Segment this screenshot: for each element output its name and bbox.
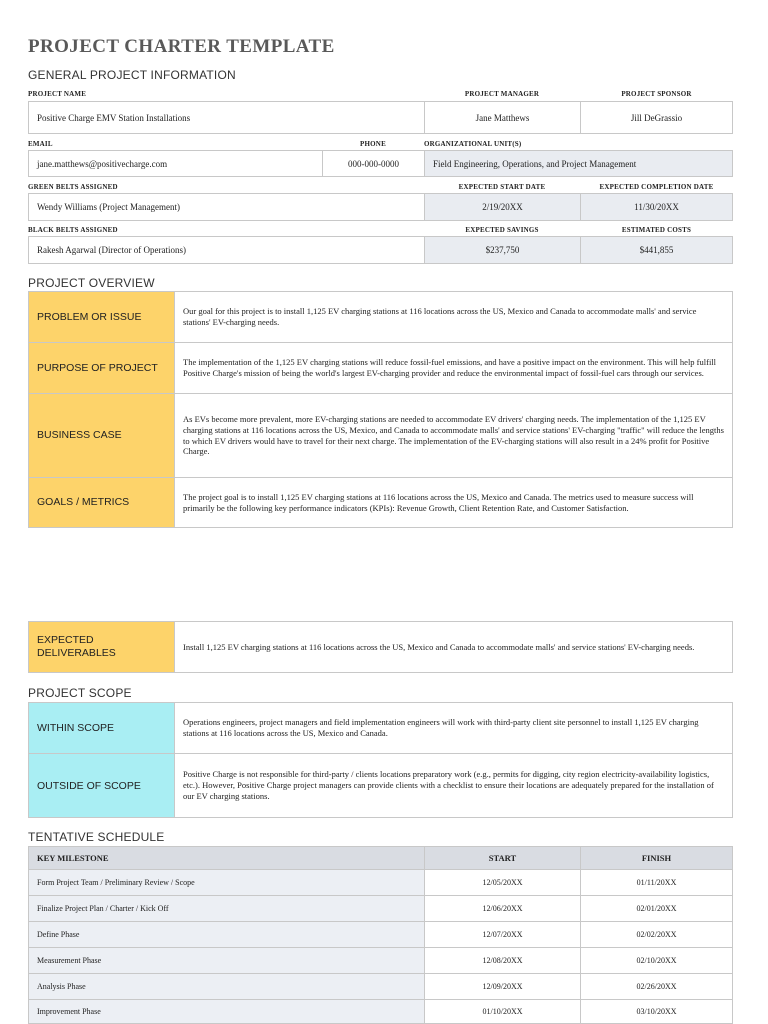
table-row-finish[interactable]: 03/10/20XX [580,999,733,1024]
table-row-finish[interactable]: 02/02/20XX [580,921,733,948]
project-name-label: PROJECT NAME [28,90,87,98]
goals-metrics-text: The project goal is to install 1,125 EV charging stations at 116 locations across the US, Mexico and Canada. The metrics used to measure success will primarily be the following key performance indicators (KPIs): Revenue Growth, Client Retention Rate, and Customer Satisfaction. [183,491,694,513]
org-unit-label: ORGANIZATIONAL UNIT(S) [424,140,522,148]
expected-savings-label: EXPECTED SAVINGS [465,226,539,234]
deliverables-text: Install 1,125 EV charging stations at 116 locations across the US, Mexico and Canada to accommodate malls' and service stations' EV-charging needs. [183,641,695,652]
green-belts-field[interactable] [28,193,425,221]
table-row-start[interactable]: 01/10/20XX [424,999,581,1024]
problem-text: Our goal for this project is to install 1,125 EV charging stations at 116 locations across the US, Mexico and Canada to accommodate malls' and service stations' EV-charging needs. [183,306,697,327]
phone-label: PHONE [360,140,386,148]
project-sponsor-field[interactable] [580,101,733,134]
within-scope-field[interactable] [174,702,733,754]
project-sponsor-label: PROJECT SPONSOR [621,90,692,98]
goals-metrics-field[interactable] [174,477,733,528]
table-row-milestone[interactable]: Improvement Phase [28,999,425,1024]
table-row-milestone[interactable]: Define Phase [28,921,425,948]
project-manager-value: Jane Matthews [475,112,530,123]
completion-date-label: EXPECTED COMPLETION DATE [599,183,714,191]
purpose-text: The implementation of the 1,125 EV charging stations will reduce fossil-fuel emissions, and have a positive impact on the environment. This will help fulfill Positive Charge's mission of being the world's largest EV-charging provider and reduce the environmental impact of fossil-fuel cars through our services. [183,357,717,378]
deliverables-label: EXPECTED DELIVERABLES [28,621,175,673]
black-belts-label: BLACK BELTS ASSIGNED [28,226,118,234]
green-belts-label: GREEN BELTS ASSIGNED [28,183,118,191]
schedule-col-milestone: KEY MILESTONE [28,846,425,870]
table-row-start[interactable]: 12/09/20XX [424,973,581,1000]
project-name-field[interactable] [28,101,425,134]
problem-field[interactable] [174,291,733,343]
completion-date-field[interactable] [580,193,733,221]
estimated-costs-value: $441,855 [639,245,674,255]
project-sponsor-value: Jill DeGrassio [630,112,683,123]
schedule-heading: TENTATIVE SCHEDULE [28,830,165,844]
project-name-value: Positive Charge EMV Station Installations [37,112,191,123]
phone-field[interactable] [322,150,425,177]
completion-date-value: 11/30/20XX [634,202,679,212]
table-row-start[interactable]: 12/06/20XX [424,895,581,922]
outside-scope-text: Positive Charge is not responsible for third-party / clients locations preparatory work (e.g., permits for digging, city region electricity-availability logistics, etc.). However, Positive Charge project managers can provide clients with a checklist to ensure their locations are adequately prepared for the installation of our EV charging stations. [183,769,714,801]
start-date-field[interactable] [424,193,581,221]
project-manager-label: PROJECT MANAGER [464,90,540,98]
business-case-label: BUSINESS CASE [28,393,175,478]
black-belts-value: Rakesh Agarwal (Director of Operations) [37,245,186,255]
email-label: EMAIL [28,140,53,148]
outside-scope-label: OUTSIDE OF SCOPE [28,753,175,818]
table-row-milestone[interactable]: Finalize Project Plan / Charter / Kick Off [28,895,425,922]
schedule-col-start: START [424,846,581,870]
project-scope-heading: PROJECT SCOPE [28,686,132,700]
purpose-label: PURPOSE OF PROJECT [28,342,175,394]
table-row-finish[interactable]: 02/26/20XX [580,973,733,1000]
business-case-field[interactable] [174,393,733,478]
page-title: PROJECT CHARTER TEMPLATE [28,36,335,57]
table-row-milestone[interactable]: Measurement Phase [28,947,425,974]
within-scope-text: Operations engineers, project managers and field implementation engineers will work with third-party client site personnel to install 1,125 EV charging stations at 116 locations across the US, Mexico and Canada. [183,717,699,738]
table-row-milestone[interactable]: Analysis Phase [28,973,425,1000]
org-unit-value: Field Engineering, Operations, and Project Management [433,158,637,169]
business-case-text: As EVs become more prevalent, more EV-charging stations are needed to accommodate EV drivers' charging needs. The implementation of the 1,125 EV charging stations at 116 locations across the US, Mexico, and Canada to accommodate malls' and service stations' EV-charging "traffic" will reduce the lengths to which EV drivers would have to travel for their next charge. The implementation of the EV-charging stations will also result in a 24% profit for Positive Charge. [183,413,724,457]
email-value: jane.matthews@positivecharge.com [37,158,168,169]
estimated-costs-field[interactable] [580,236,733,264]
schedule-col-finish: FINISH [580,846,733,870]
expected-savings-value: $237,750 [485,245,520,255]
org-unit-field[interactable] [424,150,733,177]
green-belts-value: Wendy Williams (Project Management) [37,202,180,212]
deliverables-field[interactable] [174,621,733,673]
project-manager-field[interactable] [424,101,581,134]
project-overview-heading: PROJECT OVERVIEW [28,276,155,290]
phone-value: 000-000-0000 [348,158,399,169]
table-row-finish[interactable]: 02/10/20XX [580,947,733,974]
table-row-start[interactable]: 12/05/20XX [424,869,581,896]
general-info-heading: GENERAL PROJECT INFORMATION [28,68,236,82]
start-date-value: 2/19/20XX [482,202,523,212]
black-belts-field[interactable] [28,236,425,264]
expected-savings-field[interactable] [424,236,581,264]
start-date-label: EXPECTED START DATE [458,183,546,191]
table-row-finish[interactable]: 01/11/20XX [580,869,733,896]
purpose-field[interactable] [174,342,733,394]
table-row-start[interactable]: 12/08/20XX [424,947,581,974]
outside-scope-field[interactable] [174,753,733,818]
email-field[interactable] [28,150,323,177]
table-row-start[interactable]: 12/07/20XX [424,921,581,948]
table-row-finish[interactable]: 02/01/20XX [580,895,733,922]
estimated-costs-label: ESTIMATED COSTS [621,226,692,234]
within-scope-label: WITHIN SCOPE [28,702,175,754]
goals-metrics-label: GOALS / METRICS [28,477,175,528]
problem-label: PROBLEM OR ISSUE [28,291,175,343]
table-row-milestone[interactable]: Form Project Team / Preliminary Review / Scope [28,869,425,896]
